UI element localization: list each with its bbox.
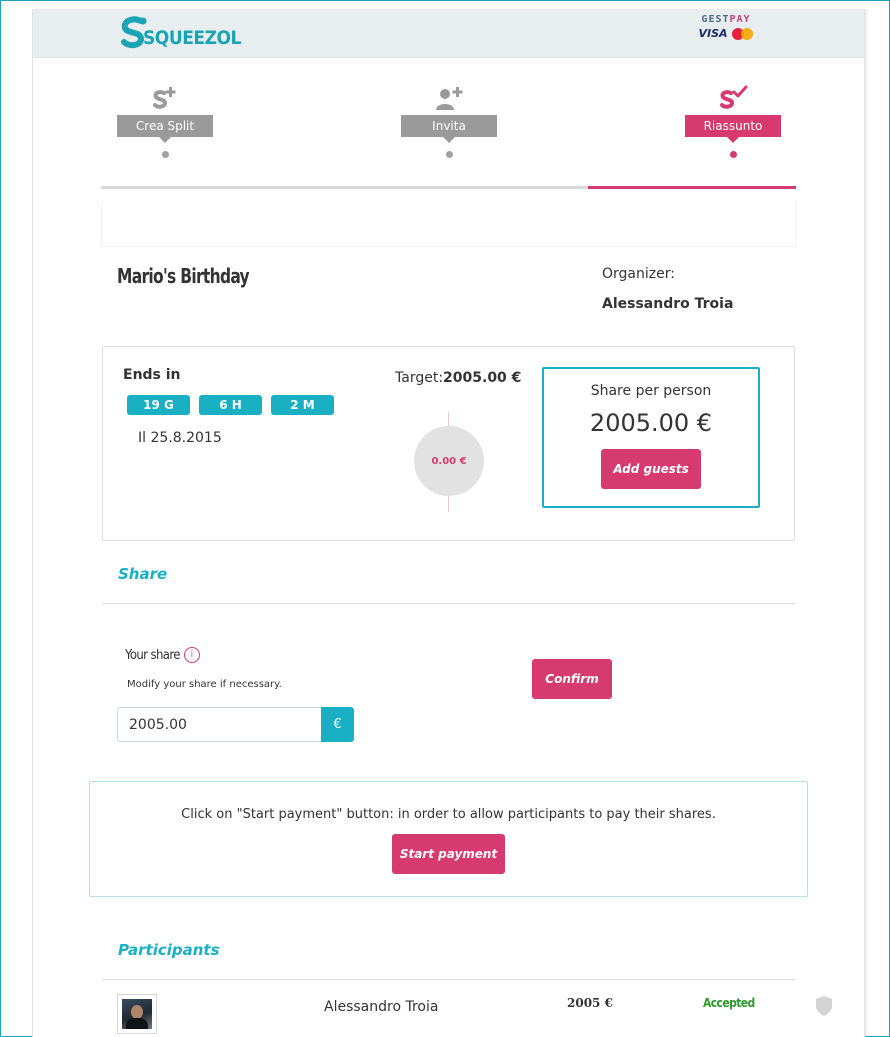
step-dot <box>162 151 169 158</box>
wizard-steps <box>101 81 796 181</box>
step-progress-active <box>588 186 796 189</box>
participant-amount: 2005 € <box>567 996 613 1010</box>
target-amount <box>395 370 521 386</box>
end-date: Il 25.8.2015 <box>138 430 222 446</box>
your-share-text: Your share <box>125 647 180 663</box>
share-amount-input[interactable] <box>117 707 321 742</box>
share-per-person-value: 2005.00 € <box>589 409 713 437</box>
gestpay-gest: GEST <box>701 14 730 25</box>
countdown <box>127 395 334 415</box>
countdown-minutes: 2 M <box>271 395 334 415</box>
ends-label: Ends in <box>123 367 181 383</box>
logo[interactable] <box>119 13 241 53</box>
step-label: Riassunto <box>685 115 781 137</box>
user-plus-icon <box>434 85 464 111</box>
mastercard-icon <box>732 28 754 40</box>
share-per-person-label: Share per person <box>590 383 712 399</box>
start-payment-panel <box>89 781 808 897</box>
step-label: Invita <box>401 115 497 137</box>
payment-brands <box>681 14 771 48</box>
info-icon[interactable]: i <box>184 647 200 663</box>
organizer-label: Organizer: <box>602 266 675 282</box>
step-dot <box>730 151 737 158</box>
share-input-group <box>117 707 354 742</box>
target-value: 2005.00 € <box>443 370 522 386</box>
event-title: Mario's Birthday <box>117 264 249 288</box>
currency-addon: € <box>321 707 354 742</box>
step-dot <box>446 151 453 158</box>
payment-instructions: Click on "Start payment" button: in order to allow participants to pay their shares. <box>181 807 716 822</box>
divider <box>102 979 795 980</box>
gestpay-pay: PAY <box>729 14 751 25</box>
participants-section-title: Participants <box>118 941 220 959</box>
header-bar <box>33 9 864 58</box>
countdown-days: 19 G <box>127 395 190 415</box>
participant-status: Accepted <box>703 996 755 1010</box>
participant-row <box>102 981 842 1037</box>
visa-logo: VISA <box>698 27 728 40</box>
step-progress-line <box>101 186 796 189</box>
step-invita[interactable] <box>401 81 497 158</box>
start-payment-button[interactable]: Start payment <box>392 834 505 874</box>
shield-icon[interactable] <box>815 995 833 1017</box>
countdown-hours: 6 H <box>199 395 262 415</box>
target-label: Target: <box>395 370 444 386</box>
confirm-button[interactable]: Confirm <box>532 659 612 699</box>
page-card <box>32 9 865 1037</box>
your-share-label <box>125 647 200 663</box>
share-hint: Modify your share if necessary. <box>127 679 282 690</box>
step-label: Crea Split <box>117 115 213 137</box>
share-section-title: Share <box>118 565 168 583</box>
participant-name: Alessandro Troia <box>324 999 439 1015</box>
step-crea-split[interactable] <box>117 81 213 158</box>
organizer-name: Alessandro Troia <box>602 296 734 312</box>
divider <box>102 603 795 604</box>
logo-text: SQUEEZOL <box>143 27 241 49</box>
avatar <box>117 994 157 1034</box>
share-per-person-card <box>542 367 760 508</box>
dollar-plus-icon <box>151 85 179 111</box>
add-guests-button[interactable]: Add guests <box>601 449 701 489</box>
step-riassunto[interactable] <box>685 81 781 158</box>
collected-gauge <box>414 426 484 496</box>
collected-amount: 0.00 € <box>431 455 467 467</box>
blank-panel <box>101 203 796 247</box>
dollar-check-icon <box>718 85 748 111</box>
summary-panel <box>102 346 795 541</box>
gestpay-logo <box>681 14 771 25</box>
